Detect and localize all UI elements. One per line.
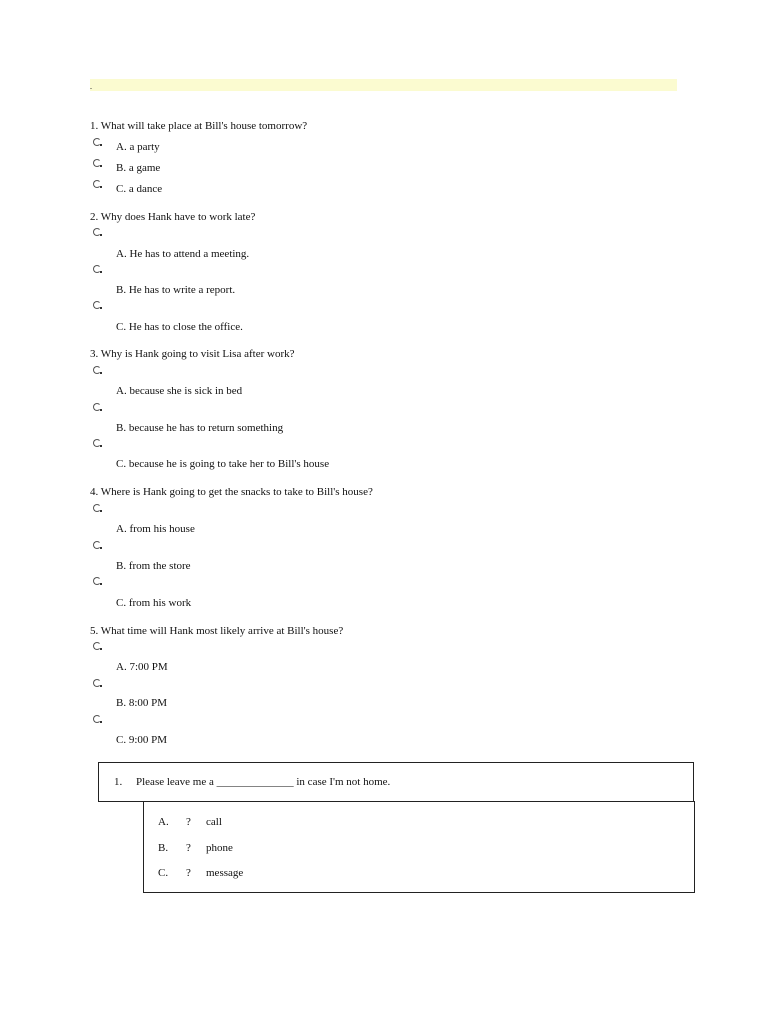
option-q3-a[interactable]: A. because she is sick in bed [116, 385, 243, 397]
option-q3-b[interactable]: B. because he has to return something [116, 422, 284, 434]
boxed-question [98, 762, 694, 802]
option-q4-b[interactable]: B. from the store [116, 560, 191, 572]
radio-q3-a[interactable] [93, 366, 101, 374]
radio-q4-b[interactable] [93, 541, 101, 549]
boxed-option-c-letter: C. [158, 867, 169, 879]
option-q3-c[interactable]: C. because he is going to take her to Bill's house [116, 458, 330, 470]
option-q1-c[interactable]: C. a dance [116, 183, 163, 195]
boxed-option-c-mark: ? [186, 867, 191, 879]
question-3-text: 3. Why is Hank going to visit Lisa after work? [90, 348, 295, 360]
boxed-option-c-text: message [206, 867, 244, 879]
radio-q2-a[interactable] [93, 228, 101, 236]
boxed-option-b-text: phone [206, 842, 233, 854]
boxed-question-options [143, 801, 695, 893]
highlight-mark: . [90, 82, 92, 91]
radio-q4-c[interactable] [93, 577, 101, 585]
boxed-option-a-text: call [206, 816, 222, 828]
radio-q2-b[interactable] [93, 265, 101, 273]
radio-q1-c[interactable] [93, 180, 101, 188]
boxed-option-b[interactable] [158, 842, 233, 854]
radio-q5-c[interactable] [93, 715, 101, 723]
radio-q1-b[interactable] [93, 159, 101, 167]
boxed-option-c[interactable] [158, 867, 243, 879]
radio-q5-a[interactable] [93, 642, 101, 650]
radio-q3-c[interactable] [93, 439, 101, 447]
boxed-option-a[interactable] [158, 816, 222, 828]
question-1-text: 1. What will take place at Bill's house tomorrow? [90, 120, 308, 132]
option-q4-a[interactable]: A. from his house [116, 523, 195, 535]
option-q1-b[interactable]: B. a game [116, 162, 161, 174]
radio-q4-a[interactable] [93, 504, 101, 512]
option-q5-c[interactable]: C. 9:00 PM [116, 734, 168, 746]
option-q1-a[interactable]: A. a party [116, 141, 160, 153]
boxed-option-b-letter: B. [158, 842, 169, 854]
option-q5-a[interactable]: A. 7:00 PM [116, 661, 168, 673]
boxed-question-stem: Please leave me a ______________ in case I'm not home. [136, 776, 391, 788]
radio-q1-a[interactable] [93, 138, 101, 146]
radio-q2-c[interactable] [93, 301, 101, 309]
option-q2-c[interactable]: C. He has to close the office. [116, 321, 243, 333]
radio-q3-b[interactable] [93, 403, 101, 411]
question-4-text: 4. Where is Hank going to get the snacks to take to Bill's house? [90, 486, 373, 498]
radio-q5-b[interactable] [93, 679, 101, 687]
boxed-question-number: 1. [114, 776, 123, 788]
option-q4-c[interactable]: C. from his work [116, 597, 192, 609]
question-2-text: 2. Why does Hank have to work late? [90, 211, 256, 223]
option-q5-b[interactable]: B. 8:00 PM [116, 697, 168, 709]
option-q2-a[interactable]: A. He has to attend a meeting. [116, 248, 250, 260]
question-5-text: 5. What time will Hank most likely arrive at Bill's house? [90, 625, 344, 637]
option-q2-b[interactable]: B. He has to write a report. [116, 284, 236, 296]
boxed-option-a-mark: ? [186, 816, 191, 828]
boxed-option-a-letter: A. [158, 816, 169, 828]
highlight-bar [90, 79, 677, 91]
boxed-option-b-mark: ? [186, 842, 191, 854]
